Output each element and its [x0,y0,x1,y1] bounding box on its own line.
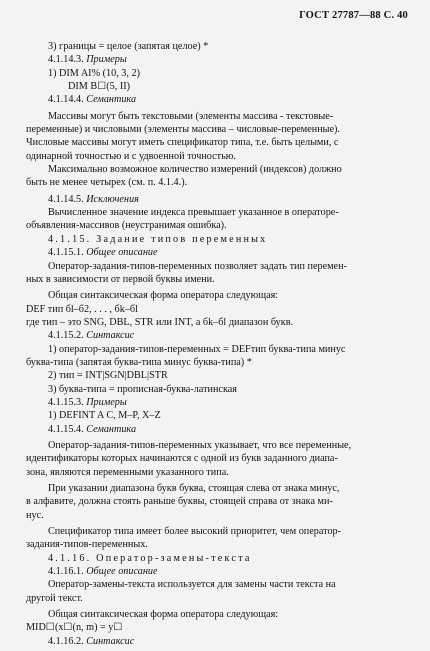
text-line-l34: в алфавите, должна стоять раньше буквы, стоящей справа от знака ми- [26,496,333,508]
text-line-l01: 3) границы = целое (запятая целое) * [48,41,209,52]
text-line-l38: 4.1.16. Оператор-замены-текста [48,552,252,564]
text-line-l22: 4.1.15.2. Синтаксис [48,330,135,342]
text-line-l09: одинарной точностью и с удвоенной точностью. [26,150,236,162]
text-line-l26: 3) буква-типа = прописная-буква-латинская [48,383,237,395]
text-line-l19: Общая синтаксическая форма оператора следующая: [48,290,279,302]
text-line-l25: 2) тип = INT|SGN|DBL|STR [48,370,168,382]
text-line-l29: 4.1.15.4. Семантика [48,423,137,435]
text-line-l18: ных в зависимости от первой буквы имени. [26,273,215,285]
text-line-l20: DEF тип бl–б2, . . . , бk–бl [26,303,138,315]
text-line-l43: MID☐(x☐(n, m) = y☐ [26,622,123,634]
text-line-l40: Оператор-замены-текста используется для замены части текста на [48,579,336,591]
text-line-l21: где тип – это SNG, DBL, STR или INT, а бk–бl диапазон букв. [26,316,294,328]
text-line-l11: быть не менее четырех (см. п. 4.1.4.). [26,177,188,189]
text-line-l15: 4.1.15. Задание типов переменных [48,233,268,245]
text-line-l10: Максимально возможное количество измерений (индексов) должно [48,164,342,176]
text-line-l36: Спецификатор типа имеет более высокий приоритет, чем оператор- [48,526,342,538]
text-line-l37: задания-типов-переменных. [26,539,148,551]
text-line-l12: 4.1.14.5. Исключения [48,193,139,205]
text-line-l06: Массивы могут быть текстовыми (элементы массива - текстовые- [48,110,334,122]
text-line-l03: 1) DIM AI% (10, 3, 2) [48,67,140,79]
text-line-l27: 4.1.15.3. Примеры [48,396,127,408]
text-line-l35: нус. [26,509,44,521]
text-line-l30: Оператор-задания-типов-переменных указывает, что все переменные, [48,439,352,451]
text-line-l33: При указании диапазона букв буква, стоящая слева от знака минус, [48,483,340,494]
text-line-l41: другой текст. [26,592,83,604]
text-line-l24: буква-типа (запятая буква-типа минус буква-типа) * [26,356,252,368]
text-line-l31: идентификаторы которых начинаются с одной из букв заданного диапа- [26,453,338,465]
text-line-l39: 4.1.16.1. Общее описание [48,566,158,578]
text-line-l14: объявления-массивов (неустранимая ошибка). [26,220,227,232]
text-line-l04: DIM B☐(5, II) [68,81,131,93]
text-line-l17: Оператор-задания-типов-переменных позволяет задать тип перемен- [48,260,347,272]
text-line-l32: зона, являются переменными указанного типа. [26,466,229,478]
text-line-l16: 4.1.15.1. Общее описание [48,247,158,259]
text-line-l42: Общая синтаксическая форма оператора следующая: [48,609,279,621]
text-line-l13: Вычисленное значение индекса превышает указанное в операторе- [48,207,339,219]
text-line-l08: Числовые массивы могут иметь спецификатор типа, т.е. быть целыми, с [26,137,339,149]
page-body [26,40,414,648]
text-line-l07: переменные) и числовыми (элементы массива – числовые-переменные). [26,124,340,136]
text-line-l28: 1) DEFINT A C, M–P, X–Z [48,410,161,422]
page-header: ГОСТ 27787—88 С. 40 [299,10,408,21]
text-line-l44: 4.1.16.2. Синтаксис [48,635,135,647]
text-line-l02: 4.1.14.3. Примеры [48,54,127,66]
text-line-l23: 1) оператор-задания-типов-переменных = DEFтип буква-типа минус [48,343,346,355]
text-line-l05: 4.1.14.4. Семантика [48,94,137,106]
